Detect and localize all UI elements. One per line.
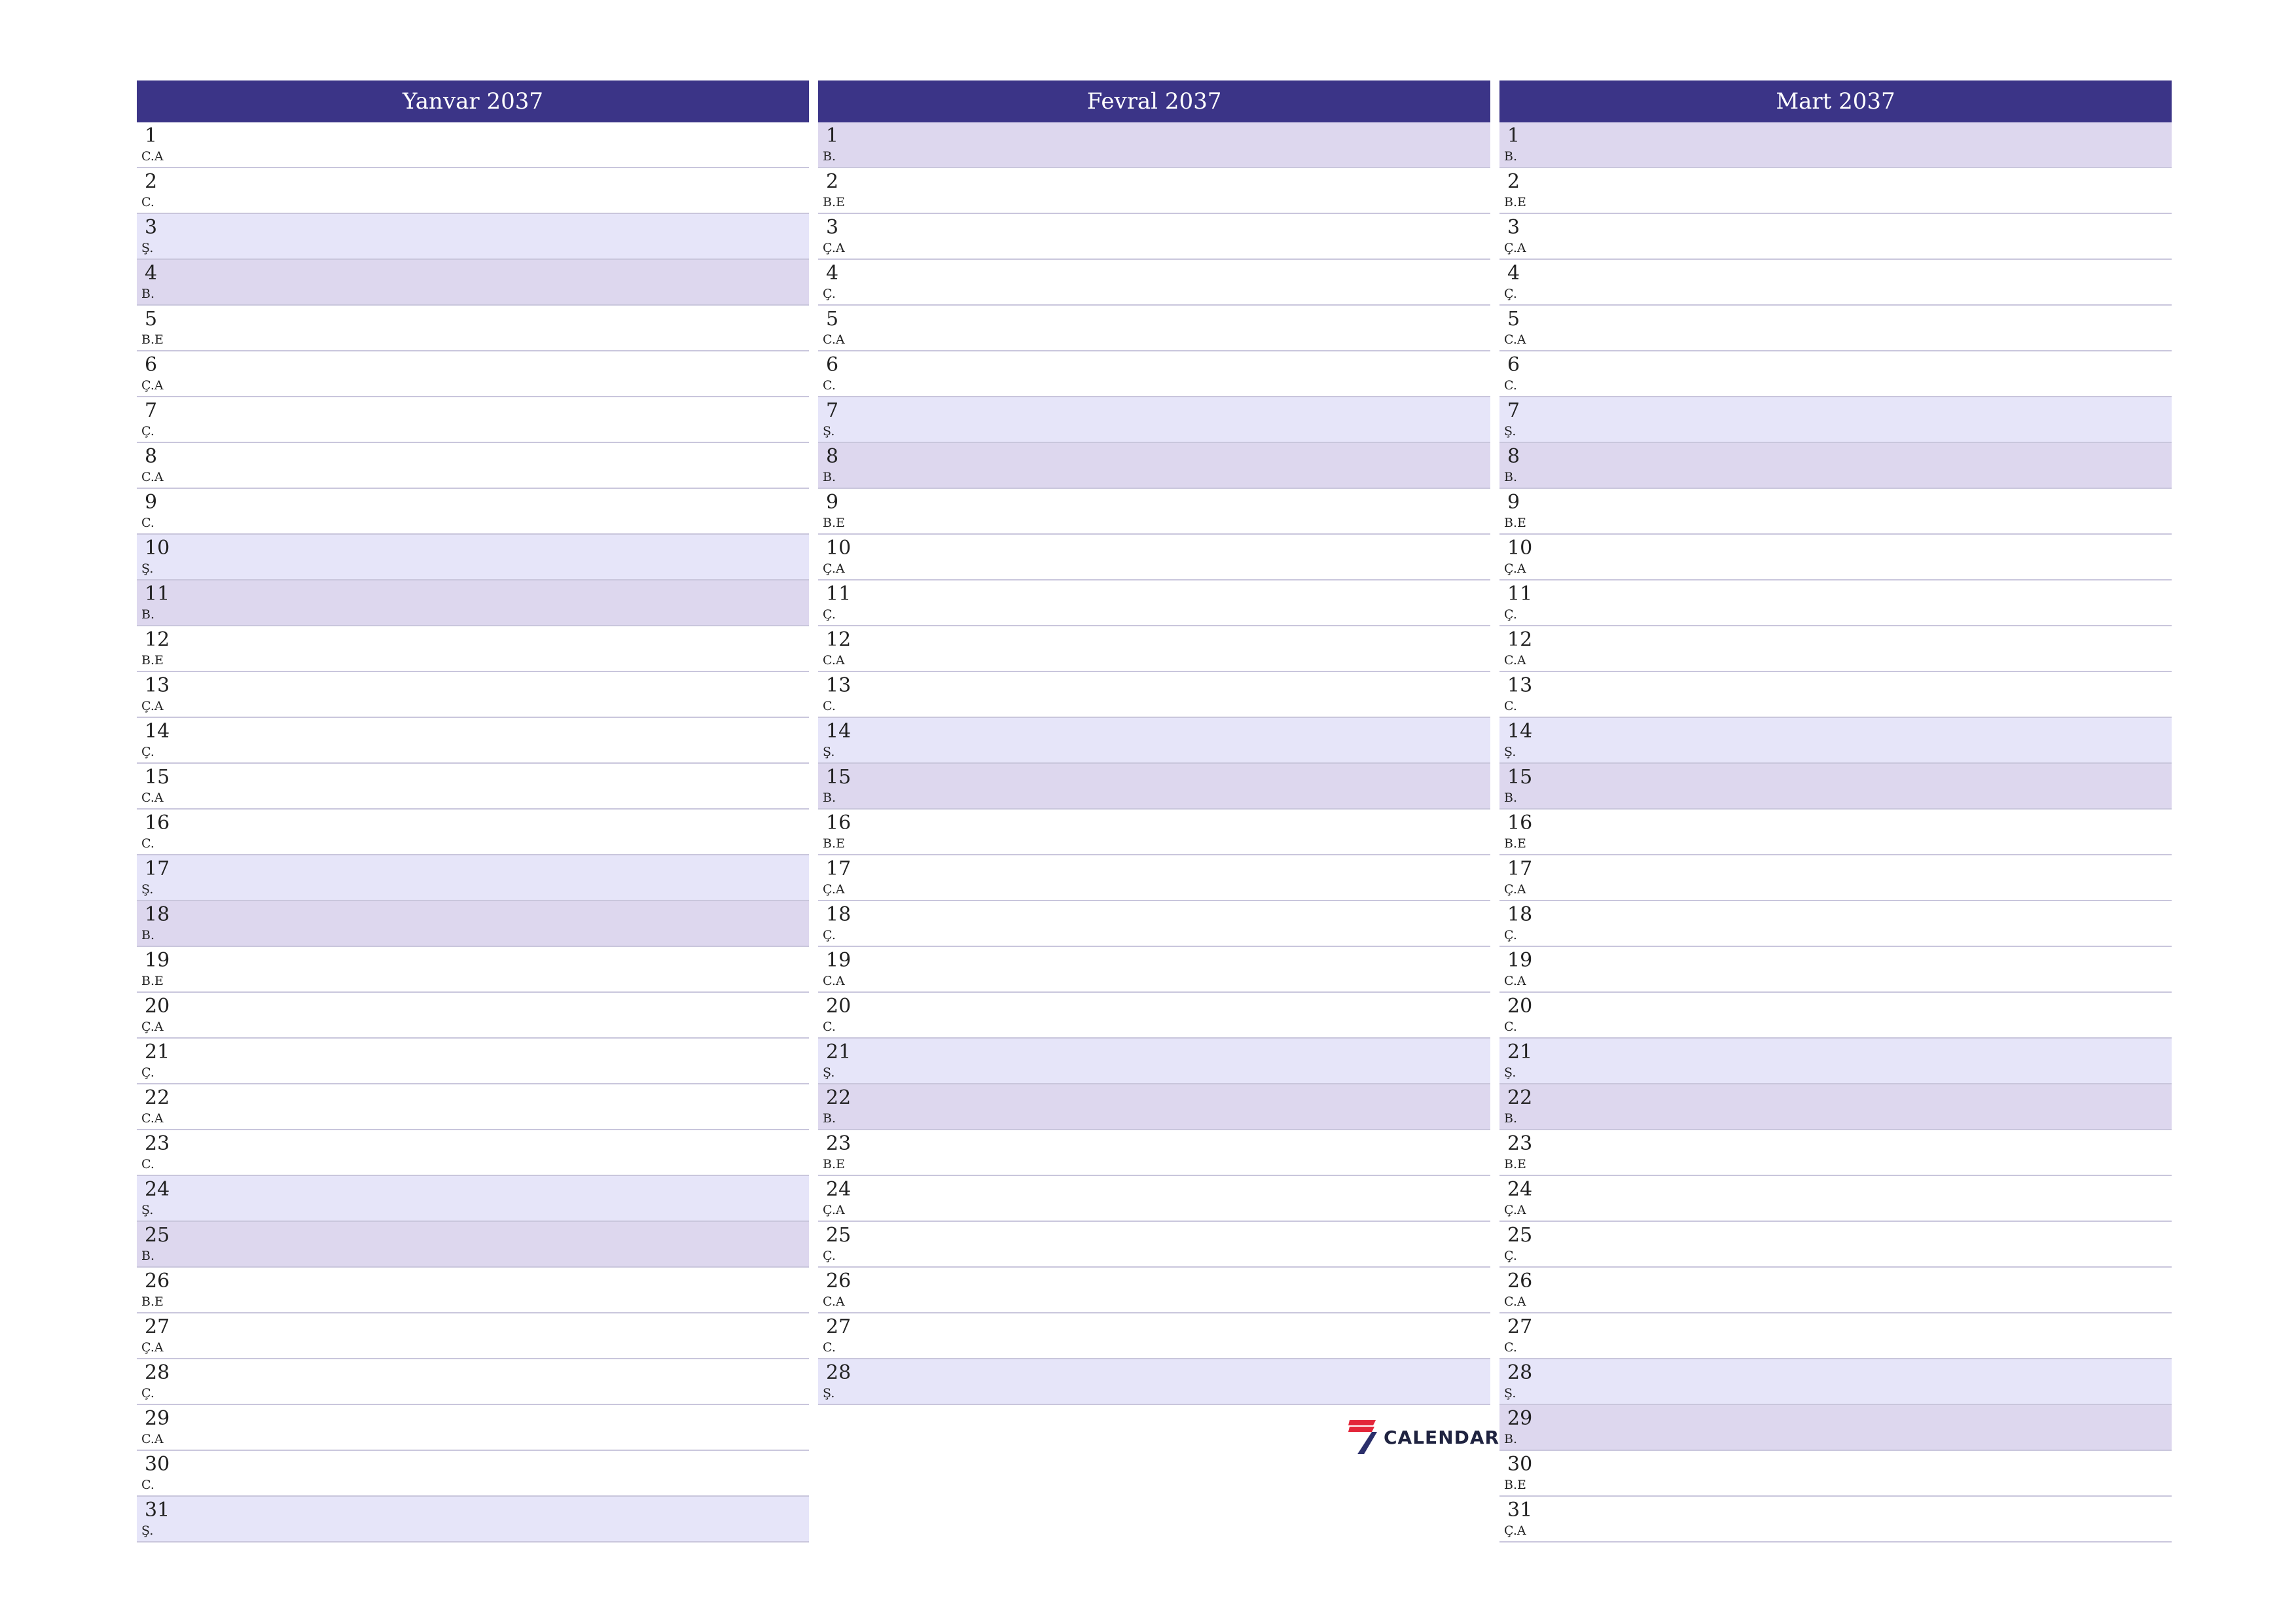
day-row — [1499, 672, 2172, 718]
day-row — [137, 214, 809, 260]
day-row — [137, 947, 809, 993]
day-row — [137, 993, 809, 1039]
weekday-abbrev: Ç. — [823, 1249, 836, 1263]
day-row — [818, 397, 1490, 443]
day-row — [1499, 214, 2172, 260]
weekday-abbrev: B.E — [823, 1157, 845, 1171]
day-number: 18 — [826, 903, 852, 926]
weekday-abbrev: Ş. — [141, 562, 154, 576]
day-row — [818, 672, 1490, 718]
day-row — [1499, 1176, 2172, 1222]
day-row — [1499, 168, 2172, 214]
day-number: 24 — [1507, 1178, 1533, 1201]
weekday-abbrev: Ç. — [1504, 607, 1517, 622]
day-row — [137, 168, 809, 214]
weekday-abbrev: C. — [1504, 378, 1517, 393]
seven-logo-mid-bar — [1348, 1427, 1374, 1432]
day-number: 4 — [145, 262, 158, 285]
day-number: 10 — [826, 537, 852, 560]
day-number: 26 — [145, 1270, 170, 1293]
day-number: 2 — [826, 170, 839, 193]
weekday-abbrev: Ç. — [823, 607, 836, 622]
day-number: 2 — [145, 170, 158, 193]
weekday-abbrev: C.A — [1504, 332, 1526, 347]
weekday-abbrev: C. — [823, 1340, 836, 1355]
weekday-abbrev: Ş. — [141, 241, 154, 255]
weekday-abbrev: Ş. — [1504, 424, 1516, 438]
day-number: 30 — [1507, 1453, 1533, 1476]
day-number: 25 — [826, 1224, 852, 1247]
day-number: 20 — [145, 995, 170, 1018]
day-row — [137, 1268, 809, 1313]
day-row — [1499, 260, 2172, 306]
seven-logo-stem — [1357, 1432, 1377, 1454]
weekday-abbrev: C. — [141, 836, 154, 851]
day-number: 15 — [1507, 766, 1533, 789]
day-number: 23 — [826, 1132, 852, 1155]
weekday-abbrev: Ç.A — [823, 241, 845, 255]
day-row — [1499, 1268, 2172, 1313]
weekday-abbrev: C.A — [141, 1111, 164, 1126]
day-number: 17 — [145, 857, 170, 880]
day-row — [818, 351, 1490, 397]
day-number: 16 — [1507, 812, 1533, 834]
day-number: 7 — [1507, 399, 1520, 422]
day-row — [137, 626, 809, 672]
weekday-abbrev: B.E — [823, 195, 845, 209]
day-row — [137, 1359, 809, 1405]
weekday-abbrev: Ş. — [141, 1203, 154, 1217]
day-number: 5 — [145, 308, 158, 330]
day-number: 11 — [145, 582, 170, 605]
day-number: 14 — [826, 720, 852, 743]
calendar-columns — [137, 80, 2172, 1543]
weekday-abbrev: C. — [1504, 1340, 1517, 1355]
day-row — [137, 1176, 809, 1222]
weekday-abbrev: Ç. — [823, 928, 836, 942]
weekday-abbrev: Ş. — [823, 1065, 835, 1080]
day-row — [1499, 580, 2172, 626]
seven-logo-icon — [1348, 1419, 1377, 1455]
day-number: 18 — [145, 903, 170, 926]
day-row — [137, 901, 809, 947]
day-row — [137, 1130, 809, 1176]
day-row — [1499, 947, 2172, 993]
day-number: 5 — [826, 308, 839, 330]
weekday-abbrev: C.A — [1504, 653, 1526, 668]
day-number: 11 — [826, 582, 852, 605]
weekday-abbrev: B.E — [141, 653, 164, 668]
weekday-abbrev: C.A — [823, 332, 845, 347]
day-row — [1499, 535, 2172, 580]
day-row — [818, 947, 1490, 993]
day-row — [1499, 626, 2172, 672]
day-number: 16 — [826, 812, 852, 834]
day-number: 29 — [1507, 1407, 1533, 1430]
weekday-abbrev: B.E — [141, 1294, 164, 1309]
weekday-abbrev: B. — [141, 607, 155, 622]
day-row — [818, 626, 1490, 672]
day-number: 6 — [145, 353, 158, 376]
day-number: 16 — [145, 812, 170, 834]
weekday-abbrev: B. — [141, 928, 155, 942]
day-number: 24 — [145, 1178, 170, 1201]
weekday-abbrev: B. — [141, 287, 155, 301]
day-row — [818, 901, 1490, 947]
day-number: 27 — [1507, 1315, 1533, 1338]
day-row — [818, 1084, 1490, 1130]
weekday-abbrev: Ç. — [141, 424, 154, 438]
day-number: 12 — [826, 628, 852, 651]
day-row — [137, 306, 809, 351]
day-number: 20 — [1507, 995, 1533, 1018]
month-header: Yanvar 2037 — [137, 80, 809, 122]
day-row — [137, 260, 809, 306]
day-number: 6 — [1507, 353, 1520, 376]
weekday-abbrev: C. — [1504, 1020, 1517, 1034]
day-number: 12 — [1507, 628, 1533, 651]
day-row — [1499, 810, 2172, 855]
day-row — [1499, 306, 2172, 351]
weekday-abbrev: C.A — [823, 974, 845, 988]
day-number: 29 — [145, 1407, 170, 1430]
day-row — [1499, 122, 2172, 168]
weekday-abbrev: C. — [141, 516, 154, 530]
month-column — [1499, 80, 2172, 1543]
weekday-abbrev: Ç.A — [1504, 1524, 1526, 1538]
day-number: 17 — [826, 857, 852, 880]
day-number: 27 — [826, 1315, 852, 1338]
day-number: 2 — [1507, 170, 1520, 193]
day-row — [137, 764, 809, 810]
weekday-abbrev: C. — [141, 1478, 154, 1492]
day-row — [818, 489, 1490, 535]
day-number: 28 — [1507, 1361, 1533, 1384]
weekday-abbrev: C.A — [823, 653, 845, 668]
day-number: 3 — [1507, 216, 1520, 239]
day-number: 13 — [145, 674, 170, 697]
day-number: 1 — [826, 124, 839, 147]
day-row — [1499, 855, 2172, 901]
weekday-abbrev: B.E — [823, 836, 845, 851]
weekday-abbrev: Ş. — [1504, 1065, 1516, 1080]
weekday-abbrev: Ç.A — [141, 699, 164, 713]
day-row — [818, 1359, 1490, 1405]
day-row — [137, 1039, 809, 1084]
day-number: 6 — [826, 353, 839, 376]
day-number: 25 — [145, 1224, 170, 1247]
day-row — [1499, 1359, 2172, 1405]
day-row — [818, 1130, 1490, 1176]
brand-logo — [1348, 1418, 1499, 1457]
day-number: 15 — [826, 766, 852, 789]
day-number: 9 — [145, 491, 158, 514]
day-number: 20 — [826, 995, 852, 1018]
day-row — [818, 580, 1490, 626]
day-row — [1499, 764, 2172, 810]
day-number: 23 — [1507, 1132, 1533, 1155]
day-number: 5 — [1507, 308, 1520, 330]
day-number: 3 — [826, 216, 839, 239]
day-row — [1499, 718, 2172, 764]
weekday-abbrev: Ç. — [1504, 1249, 1517, 1263]
day-row — [818, 1039, 1490, 1084]
day-number: 14 — [1507, 720, 1533, 743]
day-row — [1499, 1405, 2172, 1451]
month-header: Fevral 2037 — [818, 80, 1490, 122]
day-number: 10 — [145, 537, 170, 560]
day-number: 26 — [826, 1270, 852, 1293]
day-number: 27 — [145, 1315, 170, 1338]
day-row — [818, 168, 1490, 214]
day-row — [137, 1497, 809, 1543]
day-row — [818, 993, 1490, 1039]
day-list — [818, 122, 1490, 1405]
weekday-abbrev: B. — [1504, 1111, 1518, 1126]
weekday-abbrev: B. — [1504, 791, 1518, 805]
weekday-abbrev: C.A — [141, 470, 164, 484]
weekday-abbrev: Ç.A — [823, 562, 845, 576]
day-number: 14 — [145, 720, 170, 743]
day-row — [137, 580, 809, 626]
day-row — [1499, 443, 2172, 489]
day-row — [818, 260, 1490, 306]
day-row — [1499, 351, 2172, 397]
day-row — [1499, 1313, 2172, 1359]
day-number: 8 — [826, 445, 839, 468]
weekday-abbrev: B.E — [1504, 516, 1526, 530]
seven-logo-top-bar — [1348, 1420, 1376, 1425]
weekday-abbrev: Ş. — [823, 1386, 835, 1400]
day-number: 15 — [145, 766, 170, 789]
day-number: 1 — [145, 124, 158, 147]
weekday-abbrev: C.A — [141, 149, 164, 164]
weekday-abbrev: C. — [823, 699, 836, 713]
day-number: 30 — [145, 1453, 170, 1476]
day-row — [1499, 397, 2172, 443]
day-number: 23 — [145, 1132, 170, 1155]
weekday-abbrev: C.A — [141, 1432, 164, 1446]
weekday-abbrev: Ç. — [141, 745, 154, 759]
weekday-abbrev: C.A — [823, 1294, 845, 1309]
weekday-abbrev: Ç.A — [141, 378, 164, 393]
day-number: 25 — [1507, 1224, 1533, 1247]
month-column — [137, 80, 809, 1543]
weekday-abbrev: C. — [1504, 699, 1517, 713]
weekday-abbrev: B. — [823, 470, 836, 484]
month-header: Mart 2037 — [1499, 80, 2172, 122]
weekday-abbrev: Ş. — [141, 882, 154, 897]
weekday-abbrev: Ç.A — [1504, 562, 1526, 576]
day-row — [1499, 993, 2172, 1039]
day-number: 21 — [145, 1041, 170, 1063]
day-row — [1499, 1084, 2172, 1130]
weekday-abbrev: Ç.A — [1504, 882, 1526, 897]
weekday-abbrev: Ş. — [1504, 745, 1516, 759]
weekday-abbrev: B.E — [1504, 1157, 1526, 1171]
day-row — [818, 855, 1490, 901]
day-number: 8 — [145, 445, 158, 468]
weekday-abbrev: C. — [141, 195, 154, 209]
weekday-abbrev: Ç.A — [1504, 241, 1526, 255]
day-row — [137, 122, 809, 168]
day-number: 9 — [1507, 491, 1520, 514]
weekday-abbrev: C.A — [1504, 974, 1526, 988]
weekday-abbrev: B. — [141, 1249, 155, 1263]
day-row — [137, 1084, 809, 1130]
day-row — [818, 1313, 1490, 1359]
day-row — [1499, 1130, 2172, 1176]
weekday-abbrev: Ş. — [823, 424, 835, 438]
day-number: 22 — [145, 1086, 170, 1109]
day-number: 17 — [1507, 857, 1533, 880]
weekday-abbrev: Ç.A — [823, 882, 845, 897]
day-number: 10 — [1507, 537, 1533, 560]
weekday-abbrev: Ç.A — [141, 1340, 164, 1355]
day-list — [1499, 122, 2172, 1543]
day-row — [137, 718, 809, 764]
weekday-abbrev: B. — [1504, 149, 1518, 164]
weekday-abbrev: Ç.A — [823, 1203, 845, 1217]
weekday-abbrev: C. — [823, 378, 836, 393]
day-row — [137, 810, 809, 855]
day-number: 4 — [826, 262, 839, 285]
weekday-abbrev: Ç. — [1504, 287, 1517, 301]
weekday-abbrev: B. — [823, 1111, 836, 1126]
day-row — [818, 1222, 1490, 1268]
day-number: 11 — [1507, 582, 1533, 605]
day-row — [137, 1405, 809, 1451]
weekday-abbrev: C. — [823, 1020, 836, 1034]
weekday-abbrev: Ç. — [823, 287, 836, 301]
weekday-abbrev: B.E — [823, 516, 845, 530]
day-row — [137, 1313, 809, 1359]
day-row — [137, 1222, 809, 1268]
weekday-abbrev: B.E — [1504, 1478, 1526, 1492]
day-number: 3 — [145, 216, 158, 239]
day-list — [137, 122, 809, 1543]
day-number: 19 — [1507, 949, 1533, 972]
day-row — [1499, 1039, 2172, 1084]
day-number: 13 — [826, 674, 852, 697]
weekday-abbrev: B.E — [141, 974, 164, 988]
day-number: 28 — [826, 1361, 852, 1384]
day-row — [1499, 1451, 2172, 1497]
day-row — [818, 764, 1490, 810]
day-number: 7 — [145, 399, 158, 422]
day-number: 26 — [1507, 1270, 1533, 1293]
day-row — [137, 351, 809, 397]
weekday-abbrev: Ç. — [141, 1065, 154, 1080]
day-row — [1499, 489, 2172, 535]
weekday-abbrev: Ş. — [1504, 1386, 1516, 1400]
day-number: 31 — [145, 1499, 170, 1522]
day-row — [818, 214, 1490, 260]
weekday-abbrev: C. — [141, 1157, 154, 1171]
day-row — [137, 1451, 809, 1497]
month-column — [818, 80, 1490, 1543]
weekday-abbrev: B. — [823, 149, 836, 164]
day-row — [818, 1176, 1490, 1222]
day-number: 7 — [826, 399, 839, 422]
day-number: 9 — [826, 491, 839, 514]
day-row — [137, 397, 809, 443]
day-row — [137, 489, 809, 535]
weekday-abbrev: C.A — [141, 791, 164, 805]
weekday-abbrev: B. — [1504, 470, 1518, 484]
day-row — [1499, 1497, 2172, 1543]
day-row — [137, 855, 809, 901]
day-number: 21 — [1507, 1041, 1533, 1063]
weekday-abbrev: B.E — [141, 332, 164, 347]
day-row — [137, 535, 809, 580]
weekday-abbrev: Ç.A — [1504, 1203, 1526, 1217]
day-row — [137, 672, 809, 718]
day-number: 22 — [1507, 1086, 1533, 1109]
day-number: 4 — [1507, 262, 1520, 285]
day-number: 22 — [826, 1086, 852, 1109]
weekday-abbrev: Ş. — [141, 1524, 154, 1538]
weekday-abbrev: B. — [823, 791, 836, 805]
day-number: 21 — [826, 1041, 852, 1063]
day-row — [818, 122, 1490, 168]
day-row — [137, 443, 809, 489]
weekday-abbrev: Ç. — [141, 1386, 154, 1400]
day-row — [1499, 901, 2172, 947]
day-number: 19 — [826, 949, 852, 972]
weekday-abbrev: B.E — [1504, 195, 1526, 209]
day-row — [818, 443, 1490, 489]
weekday-abbrev: B.E — [1504, 836, 1526, 851]
day-number: 12 — [145, 628, 170, 651]
day-number: 19 — [145, 949, 170, 972]
weekday-abbrev: Ç. — [1504, 928, 1517, 942]
day-row — [818, 535, 1490, 580]
day-row — [818, 306, 1490, 351]
day-row — [818, 1268, 1490, 1313]
day-number: 8 — [1507, 445, 1520, 468]
day-number: 28 — [145, 1361, 170, 1384]
day-row — [1499, 1222, 2172, 1268]
day-row — [818, 718, 1490, 764]
weekday-abbrev: Ş. — [823, 745, 835, 759]
day-number: 31 — [1507, 1499, 1533, 1522]
day-number: 1 — [1507, 124, 1520, 147]
day-row — [818, 810, 1490, 855]
brand-text: CALENDAR — [1384, 1426, 1500, 1448]
weekday-abbrev: C.A — [1504, 1294, 1526, 1309]
day-number: 13 — [1507, 674, 1533, 697]
day-number: 24 — [826, 1178, 852, 1201]
weekday-abbrev: B. — [1504, 1432, 1518, 1446]
weekday-abbrev: Ç.A — [141, 1020, 164, 1034]
day-number: 18 — [1507, 903, 1533, 926]
